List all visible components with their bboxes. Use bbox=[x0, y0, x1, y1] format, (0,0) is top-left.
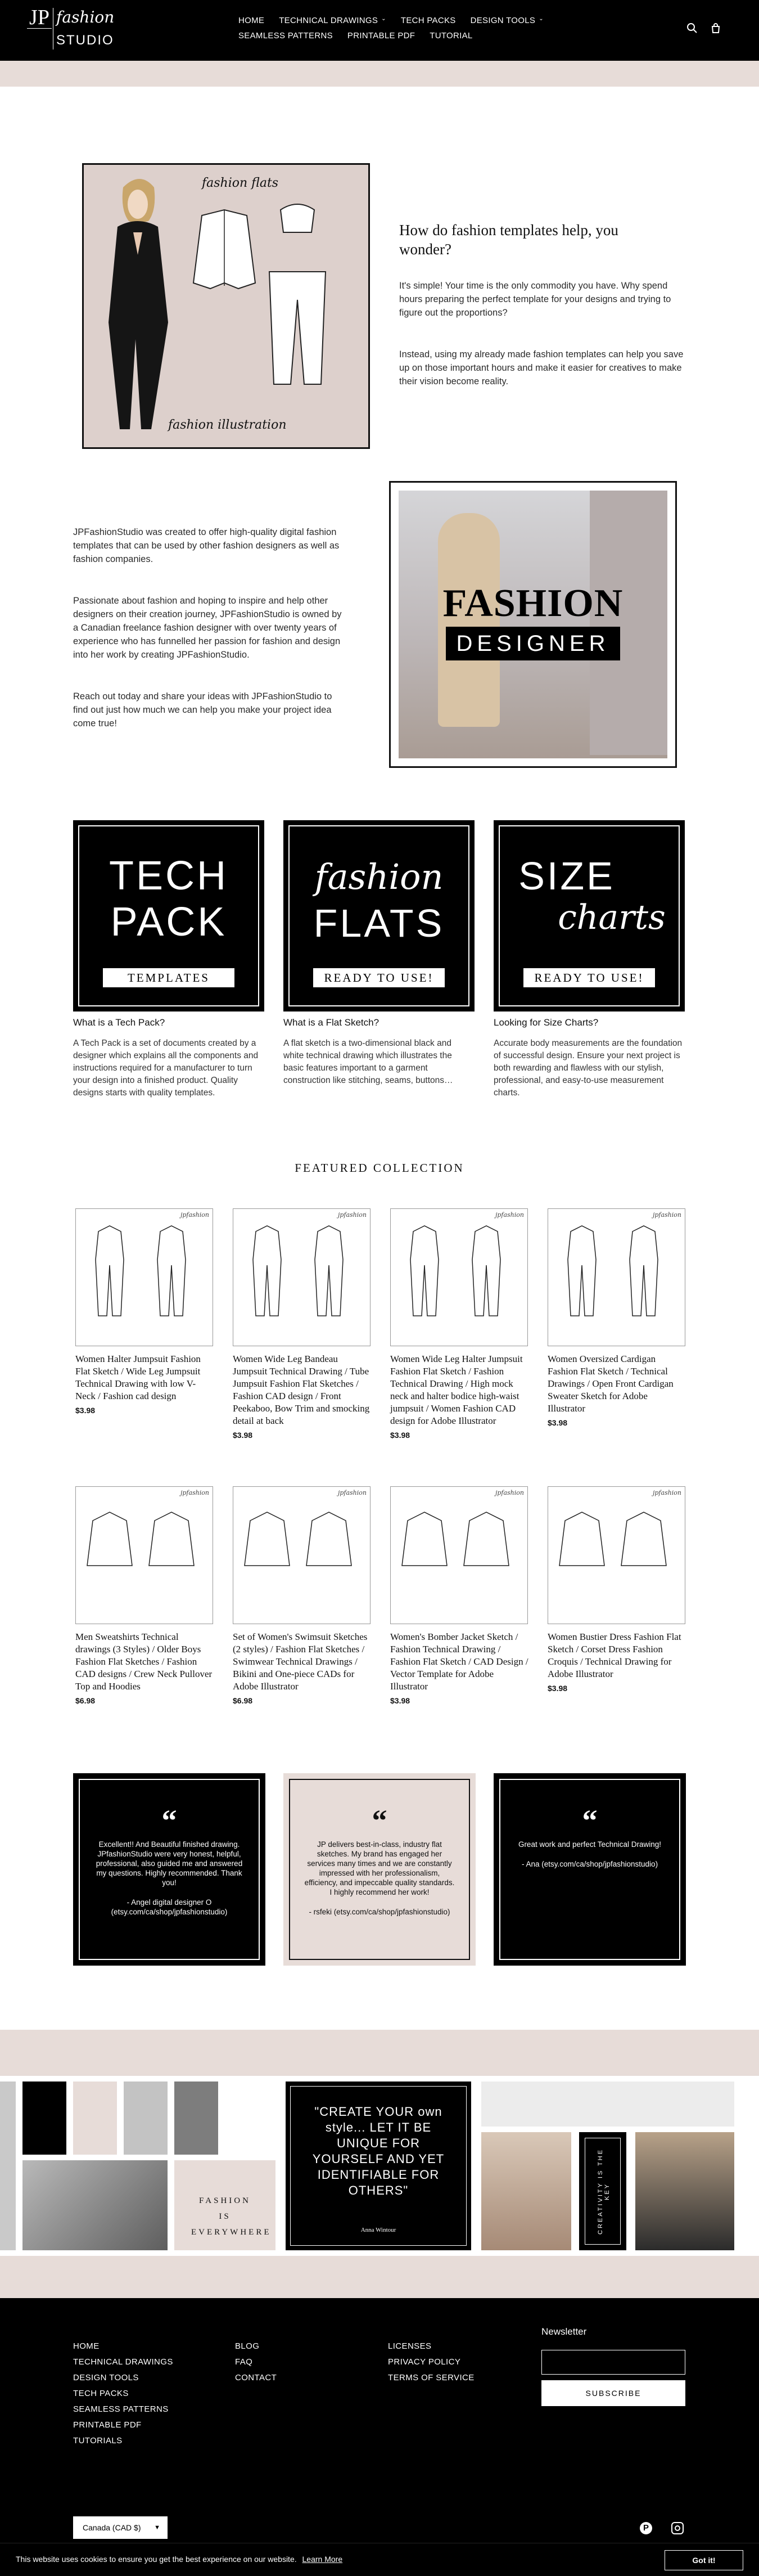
testimonial-card bbox=[494, 1773, 686, 1966]
product-price: $6.98 bbox=[75, 1696, 96, 1705]
product-card[interactable] bbox=[75, 1486, 215, 1705]
product-image[interactable] bbox=[390, 1208, 528, 1346]
product-image[interactable] bbox=[75, 1486, 213, 1624]
product-price: $3.98 bbox=[390, 1431, 410, 1440]
tile-line-1: fashion bbox=[314, 856, 444, 897]
main-nav bbox=[238, 16, 544, 46]
product-card[interactable] bbox=[233, 1208, 372, 1440]
instagram-icon[interactable] bbox=[671, 2522, 684, 2534]
quote-text: "CREATE YOUR own style... LET IT BE UNIQUE FOR YOURSELF AND YET IDENTIFIABLE FOR OTHERS" bbox=[312, 2105, 445, 2197]
card-title-tech-pack: What is a Tech Pack? bbox=[73, 1017, 165, 1028]
brand-stamp: jpfashion bbox=[495, 1211, 524, 1219]
footer-link-privacy-policy[interactable]: PRIVACY POLICY bbox=[388, 2357, 461, 2367]
tile-fashion-flats[interactable] bbox=[283, 820, 475, 1011]
brand-stamp: jpfashion bbox=[337, 1211, 367, 1219]
footer-link-licenses[interactable]: LICENSES bbox=[388, 2341, 432, 2351]
footer-link-contact[interactable]: CONTACT bbox=[235, 2373, 277, 2382]
gallery-marble bbox=[481, 2082, 734, 2127]
footer-link-seamless-patterns[interactable]: SEAMLESS PATTERNS bbox=[73, 2404, 169, 2414]
brand-stamp: jpfashion bbox=[337, 1489, 367, 1496]
testimonial-text bbox=[302, 1840, 457, 1917]
product-image[interactable] bbox=[233, 1486, 371, 1624]
fashion-designer-image bbox=[389, 481, 677, 768]
testimonial-body: Excellent!! And Beautiful finished drawing. JPfashionStudio were very honest, helpful, professional, also guided me and answered my questions. Highly recommended. Thank you! bbox=[96, 1840, 243, 1887]
watermark bbox=[554, 1613, 679, 1620]
tile-bar: READY TO USE! bbox=[313, 968, 445, 987]
site-footer bbox=[0, 2298, 759, 2576]
logo-script: fashion bbox=[56, 8, 115, 26]
testimonial-body: JP delivers best-in-class, industry flat sketches. My brand has engaged her services many times and we are constantly impressed with her professionalism, efficiency, and impeccable quality standards. I highly recommend her work! bbox=[304, 1840, 455, 1896]
product-image[interactable] bbox=[75, 1208, 213, 1346]
cookie-banner bbox=[0, 2543, 759, 2576]
quote-author: Anna Wintour bbox=[360, 2227, 396, 2233]
intro-paragraph-2: Instead, using my already made fashion templates can help you save up on those important hours and make it easier for creatives to make their vision become reality. bbox=[399, 349, 684, 386]
testimonial-text bbox=[513, 1840, 667, 1869]
product-price: $3.98 bbox=[548, 1684, 568, 1693]
product-name[interactable]: Women's Bomber Jacket Sketch / Fashion Technical Drawing / Fashion Flat Sketch / CAD Design / Vector Template for Adobe Illustrator bbox=[390, 1631, 528, 1692]
product-card[interactable] bbox=[390, 1486, 530, 1705]
tile-line-1: SIZE bbox=[518, 854, 615, 898]
tile-tech-pack[interactable] bbox=[73, 820, 264, 1011]
footer-link-blog[interactable]: BLOG bbox=[235, 2341, 260, 2351]
cookie-accept-button[interactable]: Got it! bbox=[665, 2550, 743, 2570]
fashion-everywhere-tile bbox=[174, 2160, 275, 2250]
product-name[interactable]: Women Bustier Dress Fashion Flat Sketch / Corset Dress Fashion Croquis / Technical Drawing for Adobe Illustrator bbox=[548, 1631, 681, 1679]
product-name[interactable]: Men Sweatshirts Technical drawings (3 Styles) / Older Boys Fashion Flat Sketches / Fashion CAD designs / Crew Neck Pullover Top and Hoodies bbox=[75, 1631, 213, 1692]
product-price: $3.98 bbox=[233, 1431, 253, 1440]
site-logo[interactable] bbox=[27, 6, 123, 53]
gallery-photo bbox=[0, 2082, 16, 2250]
product-price: $3.98 bbox=[390, 1696, 410, 1705]
chevron-down-icon: ⌄ bbox=[381, 16, 386, 22]
card-desc-tech-pack: A Tech Pack is a set of documents created by a designer which explains all the components and instructions required for a manufacturer to turn your design into a finished product. Quality designs starts with quality templates. bbox=[73, 1039, 259, 1098]
cookie-text: This website uses cookies to ensure you get the best experience on our website. bbox=[16, 2555, 297, 2564]
product-name[interactable]: Women Wide Leg Halter Jumpsuit Fashion Flat Sketch / Fashion Technical Drawing / High mock neck and halter bodice high-waist jumpsuit / Women Fashion CAD design for Adobe Illustrator bbox=[390, 1354, 523, 1426]
product-name[interactable]: Women Wide Leg Bandeau Jumpsuit Technical Drawing / Tube Jumpsuit Fashion Flat Sketches / Fashion CAD design / Front Peekaboo, Bow Trim and smocking detail at back bbox=[233, 1354, 370, 1426]
site-header bbox=[0, 0, 759, 61]
search-icon[interactable] bbox=[686, 23, 698, 35]
creativity-tile bbox=[579, 2132, 626, 2250]
footer-link-terms-of-service[interactable]: TERMS OF SERVICE bbox=[388, 2373, 475, 2382]
testimonial-body: Great work and perfect Technical Drawing! bbox=[518, 1840, 662, 1849]
tile-line-2: FLATS bbox=[313, 901, 445, 945]
tile-line-2: PACK bbox=[110, 900, 227, 945]
testimonial-card bbox=[73, 1773, 265, 1966]
product-card[interactable] bbox=[548, 1486, 687, 1693]
watermark bbox=[239, 1613, 364, 1620]
tile-line-1: TECH bbox=[109, 853, 228, 898]
watermark bbox=[396, 1336, 522, 1342]
card-title-size-charts: Looking for Size Charts? bbox=[494, 1017, 599, 1028]
brand-stamp: jpfashion bbox=[180, 1211, 209, 1219]
watermark bbox=[396, 1613, 522, 1620]
quote-icon: “ bbox=[161, 1804, 177, 1837]
watermark bbox=[82, 1336, 207, 1342]
product-card[interactable] bbox=[390, 1208, 530, 1440]
currency-select[interactable] bbox=[73, 2516, 168, 2539]
gallery-photo-legs bbox=[481, 2132, 571, 2250]
testimonial-author: - Ana (etsy.com/ca/shop/jpfashionstudio) bbox=[521, 1860, 658, 1868]
card-title-flat-sketch: What is a Flat Sketch? bbox=[283, 1017, 379, 1028]
creativity-text: CREATIVITY IS THE KEY bbox=[597, 2148, 611, 2235]
watermark bbox=[82, 1613, 207, 1620]
nav-item-design-tools[interactable]: DESIGN TOOLS bbox=[470, 16, 536, 25]
product-image[interactable] bbox=[548, 1486, 685, 1624]
about-paragraph-3: Reach out today and share your ideas with JPFashionStudio to find out just how much we can help you make your project idea come true! bbox=[73, 691, 332, 729]
footer-link-design-tools[interactable]: DESIGN TOOLS bbox=[73, 2373, 139, 2382]
product-price: $3.98 bbox=[548, 1418, 568, 1427]
tile-line-2: charts bbox=[558, 898, 666, 937]
quote-icon: “ bbox=[372, 1804, 387, 1837]
swatch-grey bbox=[174, 2082, 218, 2155]
gallery-photo-sketching bbox=[22, 2160, 168, 2250]
footer-link-technical-drawings[interactable]: TECHNICAL DRAWINGS bbox=[73, 2357, 173, 2367]
cookie-learn-more-link[interactable]: Learn More bbox=[302, 2555, 343, 2564]
gallery-photo-dress bbox=[635, 2132, 734, 2250]
swatch-blush bbox=[73, 2082, 117, 2155]
watermark bbox=[554, 1336, 679, 1342]
testimonial-card bbox=[283, 1773, 476, 1966]
quote-icon: “ bbox=[582, 1804, 598, 1837]
chevron-down-icon: ▼ bbox=[154, 2524, 160, 2531]
product-card[interactable] bbox=[75, 1208, 215, 1415]
brand-stamp: jpfashion bbox=[652, 1489, 681, 1496]
watermark bbox=[239, 1336, 364, 1342]
tile-bar: TEMPLATES bbox=[103, 968, 234, 987]
subscribe-button[interactable]: SUBSCRIBE bbox=[541, 2380, 685, 2406]
nav-item-tech-packs[interactable]: TECH PACKS bbox=[400, 16, 456, 25]
footer-link-tech-packs[interactable]: TECH PACKS bbox=[73, 2389, 129, 2398]
intro-title: How do fashion templates help, you wonder? bbox=[399, 222, 618, 258]
footer-link-faq[interactable]: FAQ bbox=[235, 2357, 253, 2367]
chevron-down-icon: ⌄ bbox=[539, 16, 544, 22]
product-name[interactable]: Women Oversized Cardigan Fashion Flat Sketch / Technical Drawings / Open Front Cardigan Sweater Sketch for Adobe Illustrator bbox=[548, 1354, 674, 1414]
product-image[interactable] bbox=[390, 1486, 528, 1624]
label-fashion-illustration: fashion illustration bbox=[168, 418, 287, 432]
nav-item-tutorial[interactable]: TUTORIAL bbox=[430, 31, 473, 41]
card-desc-flat-sketch: A flat sketch is a two-dimensional black and white technical drawing which illustrates the basic features important to a garment construction like stitching, seams, buttons… bbox=[283, 1039, 453, 1085]
footer-link-printable-pdf[interactable]: PRINTABLE PDF bbox=[73, 2420, 142, 2430]
gallery-strip bbox=[0, 2076, 759, 2256]
testimonial-text bbox=[92, 1840, 246, 1917]
nav-item-seamless-patterns[interactable]: SEAMLESS PATTERNS bbox=[238, 31, 333, 41]
quote-tile bbox=[286, 2082, 471, 2250]
product-card[interactable] bbox=[233, 1486, 372, 1705]
brand-stamp: jpfashion bbox=[652, 1211, 681, 1219]
currency-value: Canada (CAD $) bbox=[83, 2523, 141, 2532]
testimonial-author: - rsfeki (etsy.com/ca/shop/jpfashionstudio) bbox=[309, 1908, 450, 1916]
brand-stamp: jpfashion bbox=[180, 1489, 209, 1496]
logo-mark: JP bbox=[27, 7, 52, 29]
word-designer: DESIGNER bbox=[446, 627, 620, 660]
product-image[interactable] bbox=[233, 1208, 371, 1346]
swatch-light-grey bbox=[124, 2082, 168, 2155]
nav-item-home[interactable]: HOME bbox=[238, 16, 265, 25]
newsletter-title: Newsletter bbox=[541, 2326, 587, 2337]
intro-illustration bbox=[82, 163, 370, 449]
footer-link-tutorials[interactable]: TUTORIALS bbox=[73, 2436, 123, 2445]
product-image[interactable] bbox=[548, 1208, 685, 1346]
product-name[interactable]: Women Halter Jumpsuit Fashion Flat Sketch / Wide Leg Jumpsuit Technical Drawing with low V-Neck / Fashion cad design bbox=[75, 1354, 201, 1401]
pinterest-icon[interactable]: P bbox=[640, 2522, 652, 2534]
about-paragraph-2: Passionate about fashion and hoping to inspire and help other designers on their creation journey, JPFashionStudio is owned by a Canadian freelance fashion designer with over twenty years of experience who has funnelled her passion for fashion and design into her work by creating JPFashionStudio. bbox=[73, 596, 342, 660]
testimonial-author: - Angel digital designer O (etsy.com/ca/shop/jpfashionstudio) bbox=[111, 1898, 228, 1916]
nav-item-printable-pdf[interactable]: PRINTABLE PDF bbox=[347, 31, 415, 41]
tile-size-charts[interactable] bbox=[494, 820, 685, 1011]
intro-paragraph-1: It's simple! Your time is the only commodity you have. Why spend hours preparing the perfect template for your designs and trying to figure out the proportions? bbox=[399, 281, 671, 318]
product-card[interactable] bbox=[548, 1208, 687, 1427]
header-accent-band bbox=[0, 61, 759, 87]
logo-studio: STUDIO bbox=[56, 33, 114, 48]
card-desc-size-charts: Accurate body measurements are the foundation of successful design. Ensure your next project is both rewarding and flawless with our stylish, professional, and easy-to-use measurement charts. bbox=[494, 1039, 683, 1098]
newsletter-email-input[interactable] bbox=[541, 2350, 685, 2375]
gallery-bottom-band bbox=[0, 2256, 759, 2298]
about-paragraph-1: JPFashionStudio was created to offer high-quality digital fashion templates that can be used by other fashion designers as well as fashion companies. bbox=[73, 527, 340, 564]
gallery-top-band bbox=[0, 2030, 759, 2076]
product-price: $3.98 bbox=[75, 1406, 96, 1415]
cart-icon[interactable] bbox=[710, 23, 722, 35]
footer-link-home[interactable]: HOME bbox=[73, 2341, 100, 2351]
product-name[interactable]: Set of Women's Swimsuit Sketches (2 styles) / Fashion Flat Sketches / Swimwear Technical Drawings / Bikini and One-piece CADs for Adobe Illustrator bbox=[233, 1631, 368, 1692]
tile-bar: READY TO USE! bbox=[523, 968, 655, 987]
label-fashion-flats: fashion flats bbox=[202, 176, 279, 190]
word-fashion: FASHION bbox=[442, 582, 624, 625]
product-price: $6.98 bbox=[233, 1696, 253, 1705]
brand-stamp: jpfashion bbox=[495, 1489, 524, 1496]
swatch-black bbox=[22, 2082, 66, 2155]
nav-item-technical-drawings[interactable]: TECHNICAL DRAWINGS bbox=[279, 16, 378, 25]
fashion-everywhere-text: FASHION IS EVERYWHERE bbox=[191, 2196, 272, 2237]
featured-heading: FEATURED COLLECTION bbox=[295, 1161, 464, 1175]
